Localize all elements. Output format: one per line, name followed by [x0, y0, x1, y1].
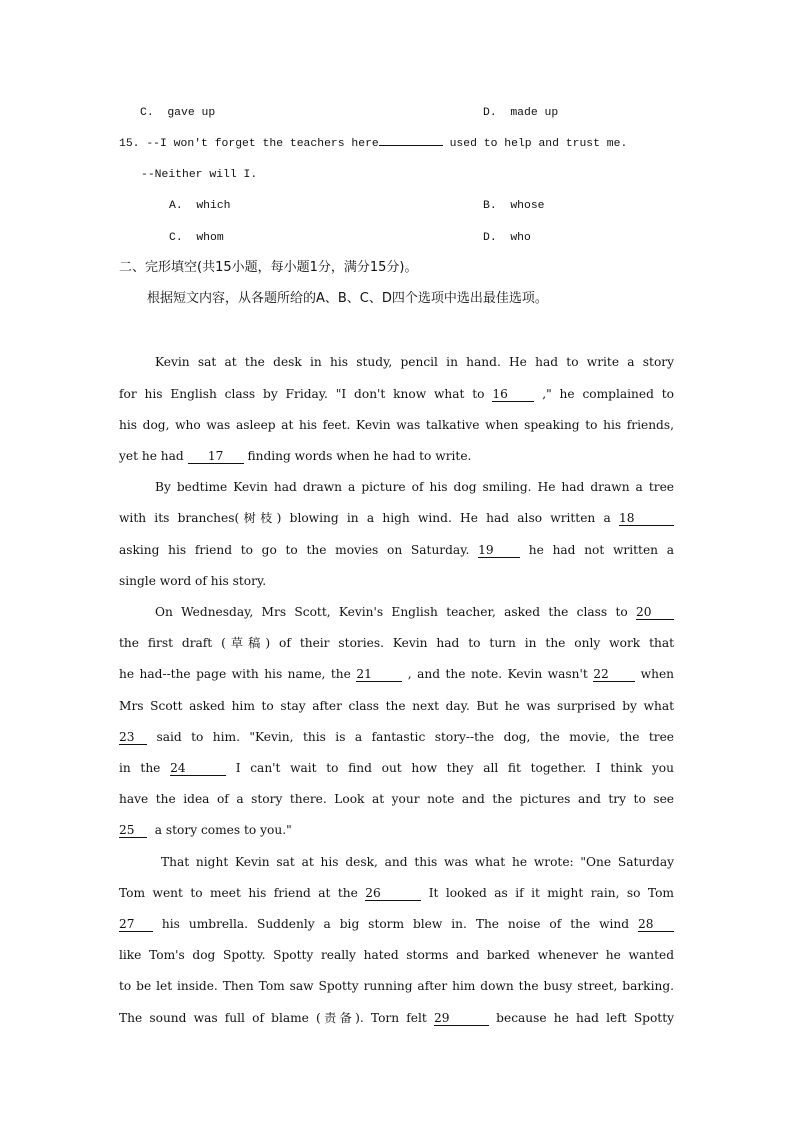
blank-27: 27	[119, 917, 153, 932]
q15-stem	[119, 136, 627, 152]
passage-line-1: Kevin sat at the desk in his study, pencil in hand. He had to write a story	[155, 355, 674, 369]
q15-option-a: A. which	[169, 200, 231, 212]
passage-line-13	[119, 729, 674, 745]
blank-21: 21	[356, 667, 402, 682]
passage-line-6	[119, 510, 674, 526]
passage-line-20: like Tom's dog Spotty. Spotty really hated storms and barked whenever he wanted	[119, 948, 674, 962]
passage-line-22	[119, 1010, 674, 1026]
passage-line-8: single word of his story.	[119, 574, 267, 588]
q15-blank	[379, 145, 443, 146]
passage-line-19	[119, 916, 674, 932]
text-segment: finding words when he had to write.	[243, 449, 472, 463]
q15-stem-before: 15. --I won't forget the teachers here	[119, 138, 379, 150]
q15-option-b: B. whose	[483, 200, 545, 212]
section-heading: 二、完形填空(共15小题，每小题1分，满分15分)。	[119, 260, 418, 275]
passage-line-9	[155, 604, 674, 620]
blank-18: 18	[619, 511, 674, 526]
q15-option-d: D. who	[483, 232, 531, 244]
q15-reply: --Neither will I.	[141, 169, 258, 181]
blank-20: 20	[636, 605, 674, 620]
blank-16: 16	[492, 387, 534, 402]
blank-24: 24	[170, 761, 226, 776]
text-segment: his umbrella. Suddenly a big storm blew in. The noise of the wind	[153, 917, 638, 931]
text-segment: Tom went to meet his friend at the	[119, 886, 366, 900]
passage-line-4	[119, 448, 471, 464]
text-segment: because he had left Spotty	[489, 1011, 674, 1025]
passage-line-15: have the idea of a story there. Look at your note and the pictures and try to see	[119, 792, 674, 806]
blank-26: 26	[365, 886, 421, 901]
q15-stem-after: used to help and trust me.	[442, 138, 628, 150]
text-segment: ," he complained to	[534, 387, 674, 401]
text-segment: for his English class by Friday. "I don't know what to	[119, 387, 493, 401]
text-segment: The sound was full of blame (责备). Torn felt	[119, 1011, 434, 1025]
text-segment: when	[635, 667, 675, 681]
blank-29: 29	[434, 1011, 489, 1026]
q14-option-c: C. gave up	[140, 107, 216, 119]
passage-line-7	[119, 542, 674, 558]
text-segment: yet he had	[119, 449, 188, 463]
blank-22: 22	[593, 667, 635, 682]
blank-28: 28	[638, 917, 674, 932]
text-segment: , and the note. Kevin wasn't	[402, 667, 594, 681]
q15-option-c: C. whom	[169, 232, 224, 244]
passage-line-16	[119, 822, 292, 838]
passage-line-10: the first draft (草稿) of their stories. Kevin had to turn in the only work that	[119, 636, 674, 650]
text-segment: a story comes to you."	[147, 823, 292, 837]
blank-17: 17	[188, 449, 244, 464]
passage-line-14	[119, 760, 674, 776]
passage-line-18	[119, 885, 674, 901]
blank-23: 23	[119, 730, 147, 745]
q14-option-d: D. made up	[483, 107, 559, 119]
blank-19: 19	[478, 543, 520, 558]
text-segment: asking his friend to go to the movies on Saturday.	[119, 543, 479, 557]
text-segment: It looked as if it might rain, so Tom	[421, 886, 674, 900]
passage-line-17: That night Kevin sat at his desk, and this was what he wrote: "One Saturday	[161, 855, 674, 869]
text-segment: he had not written a	[520, 543, 675, 557]
passage-line-21: to be let inside. Then Tom saw Spotty running after him down the busy street, barking.	[119, 979, 674, 993]
text-segment: On Wednesday, Mrs Scott, Kevin's English teacher, asked the class to	[155, 605, 636, 619]
text-segment: I can't wait to find out how they all fit together. I think you	[226, 761, 674, 775]
text-segment: said to him. "Kevin, this is a fantastic story--the dog, the movie, the tree	[147, 730, 674, 744]
blank-25: 25	[119, 823, 147, 838]
passage-line-11	[119, 666, 674, 682]
passage-line-5: By bedtime Kevin had drawn a picture of his dog smiling. He had drawn a tree	[155, 480, 674, 494]
text-segment: with its branches(树枝) blowing in a high wind. He had also written a	[119, 511, 619, 525]
section-instruction: 根据短文内容，从各题所给的A、B、C、D四个选项中选出最佳选项。	[147, 291, 548, 306]
passage-line-3: his dog, who was asleep at his feet. Kevin was talkative when speaking to his friends,	[119, 418, 674, 432]
passage-line-2	[119, 386, 674, 402]
text-segment: he had--the page with his name, the	[119, 667, 357, 681]
text-segment: in the	[119, 761, 171, 775]
passage-line-12: Mrs Scott asked him to stay after class the next day. But he was surprised by what	[119, 699, 674, 713]
